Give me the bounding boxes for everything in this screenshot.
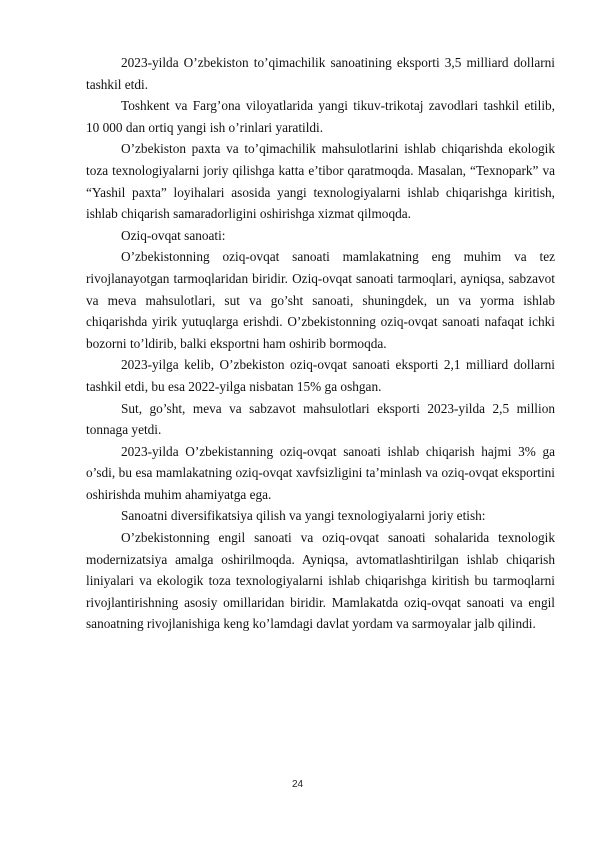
paragraph-food-industry-overview: O’zbekistonning oziq-ovqat sanoati mamlakatning eng muhim va tez rivojlanayotgan tarmoqlaridan biridir. Oziq-ovqat sanoati tarmoqlari, ayniqsa, sabzavot va meva mahsulotlari, sut va go’sht sanoati, shuningdek, un va yorma ishlab chiqarishda yirik yutuqlarga erishdi. O’zbekistonning oziq-ovqat sanoati nafaqat ichki bozorni to’ldirib, balki eksportni ham oshirib bormoqda. — [86, 249, 555, 351]
page-number: 24 — [291, 779, 304, 790]
paragraph-production-growth: 2023-yilda O’zbekistanning oziq-ovqat sanoati ishlab chiqarish hajmi 3% ga o’sdi, bu esa mamlakatning oziq-ovqat xavfsizligini ta’minlash va oziq-ovqat eksportini oshirishda muhim ahamiyatga ega. — [86, 443, 555, 502]
paragraph-textile-export: 2023-yilda O’zbekiston to’qimachilik sanoatining eksporti 3,5 milliard dollarni tashkil etdi. — [86, 55, 555, 92]
paragraph-new-factories: Toshkent va Farg’ona viloyatlarida yangi tikuv-trikotaj zavodlari tashkil etilib, 10 000 dan ortiq yangi ish o’rinlari yaratildi. — [86, 98, 555, 135]
paragraph-product-export-volume: Sut, go’sht, meva va sabzavot mahsulotlari eksporti 2023-yilda 2,5 million tonnaga yetdi. — [86, 400, 555, 438]
paragraph-food-export: 2023-yilga kelib, O’zbekiston oziq-ovqat sanoati eksporti 2,1 milliard dollarni tashkil etdi, bu esa 2022-yilga nisbatan 15% ga oshgan. — [86, 357, 555, 394]
document-body — [86, 52, 555, 635]
section-heading-diversification: Sanoatni diversifikatsiya qilish va yangi texnologiyalarni joriy etish: — [121, 508, 486, 524]
paragraph-eco-technologies: O’zbekiston paxta va to’qimachilik mahsulotlarini ishlab chiqarishda ekologik toza texnologiyalarni joriy qilishga katta e’tibor qaratmoqda. Masalan, “Texnopark” va “Yashil paxta” loyihalari asosida yangi texnologiyalarni ishlab chiqarishga kiritish, ishlab chiqarish samaradorligini oshirishga xizmat qilmoqda. — [86, 141, 555, 222]
section-heading-food-industry: Oziq-ovqat sanoati: — [121, 227, 226, 243]
paragraph-modernization: O’zbekistonning engil sanoati va oziq-ovqat sanoati sohalarida texnologik modernizatsiya amalga oshirilmoqda. Ayniqsa, avtomatlashtirilgan ishlab chiqarish liniyalari va ekologik toza texnologiyalarni ishlab chiqarishga kiritish bu tarmoqlarni rivojlantirishning asosiy omillaridan biridir. Mamlakatda oziq-ovqat sanoati va engil sanoatning rivojlanishiga keng ko’lamdagi davlat yordam va sarmoyalar jalb qilindi. — [86, 530, 555, 632]
